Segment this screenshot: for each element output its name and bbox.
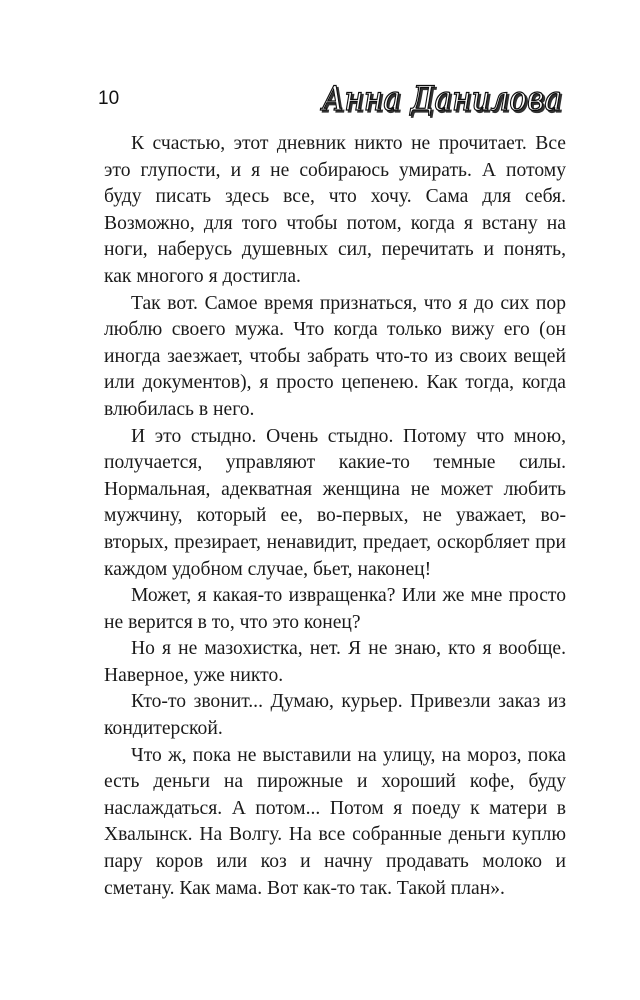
paragraph: Так вот. Самое время признаться, что я до сих пор люблю своего мужа. Что когда только вижу его (он иногда заезжает, чтобы забрать что-то из своих вещей или документов), я просто цепенею. Как тогда, когда влюбилась в него. <box>104 292 566 420</box>
paragraph: И это стыдно. Очень стыдно. Потому что мною, получается, управляют какие-то темные силы. Нормальная, адекватная женщина не может любить мужчину, который ее, во-первых, не уважает, во-вторых, презирает, ненавидит, предает, оскорбляет при каждом удобном случае, бьет, наконец! <box>104 425 566 580</box>
body-text <box>104 131 566 902</box>
paragraph: Может, я какая-то извращенка? Или же мне просто не верится в то, что это конец? <box>104 585 566 633</box>
author-name-header <box>318 66 568 126</box>
paragraph: Кто-то звонит... Думаю, курьер. Привезли заказ из кондитерской. <box>104 691 566 740</box>
page-number: 10 <box>98 88 120 109</box>
author-name-script <box>318 66 568 126</box>
paragraph: Что ж, пока не выставили на улицу, на мороз, пока есть деньги на пирожные и хороший кофе, буду наслаждаться. А потом... Потом я поеду к матери в Хвалынск. На Волгу. На все собранные деньги куплю пару коров или коз и начну продавать молоко и сметану. Как мама. Вот как-то так. Такой план». <box>104 744 566 899</box>
paragraph: Но я не мазохистка, нет. Я не знаю, кто я вообще. Наверное, уже никто. <box>104 638 566 686</box>
paragraph: К счастью, этот дневник никто не прочитает. Все это глупости, и я не собираюсь умирать. А потому буду писать здесь все, что хочу. Сама для себя. Возможно, для того чтобы потом, когда я встану на ноги, наберусь душевных сил, перечитать и понять, как многого я достигла. <box>104 133 566 287</box>
author-name-text: Анна Данилова <box>320 79 562 119</box>
